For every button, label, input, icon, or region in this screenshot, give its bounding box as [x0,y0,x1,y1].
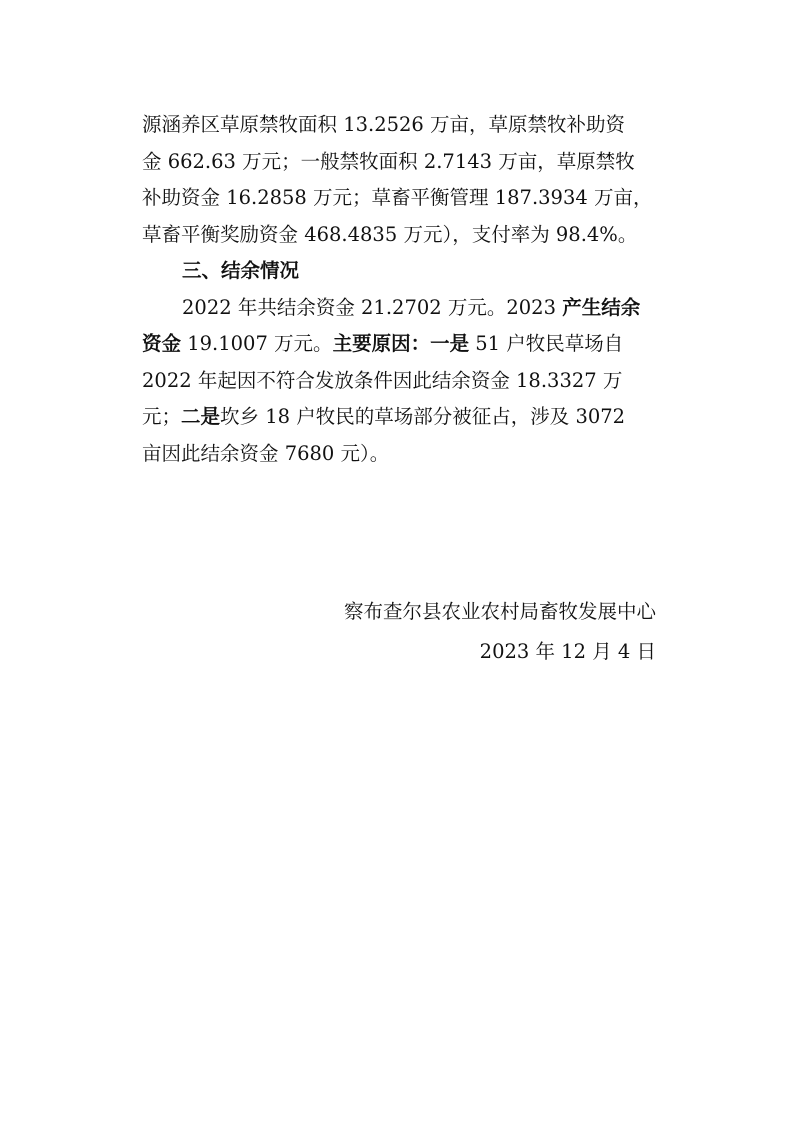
signature-date: 2023 年 12 月 4 日 [479,640,656,663]
signature-block [344,592,656,672]
paragraph-line: 源涵养区草原禁牧面积 13.2526 万亩，草原禁牧补助资 [142,113,626,136]
text-run: 19.1007 万元。 [181,332,333,355]
bold-text: 主要原因：一是 [332,332,470,355]
paragraph-line: 草畜平衡奖励资金 468.4835 万元），支付率为 98.4%。 [142,222,638,246]
bold-text: 资金 [142,332,182,355]
signature-org: 察布查尔县农业农村局畜牧发展中心 [343,600,656,623]
paragraph-line: 补助资金 16.2858 万元；草畜平衡管理 187.3934 万亩， [142,186,653,209]
document-body [142,107,658,472]
text-run: 2022 年共结余资金 21.2702 万元。2023 [182,295,563,319]
paragraph-line [142,290,658,327]
text-run: 元； [142,405,182,428]
paragraph-line [142,399,658,436]
paragraph-line: 亩因此结余资金 7680 元）。 [142,441,390,465]
text-run: 51 户牧民草场自 [469,332,624,355]
paragraph-line: 2022 年起因不符合发放条件因此结余资金 18.3327 万 [142,368,623,392]
paragraph-line [142,326,658,363]
text-run: 坎乡 18 户牧民的草场部分被征占，涉及 3072 [220,405,626,428]
bold-text: 二是 [181,405,221,428]
paragraph-line: 金 662.63 万元；一般禁牧面积 2.7143 万亩，草原禁牧 [142,149,635,173]
bold-text: 产生结余 [562,295,641,319]
section-heading: 三、结余情况 [182,259,300,282]
